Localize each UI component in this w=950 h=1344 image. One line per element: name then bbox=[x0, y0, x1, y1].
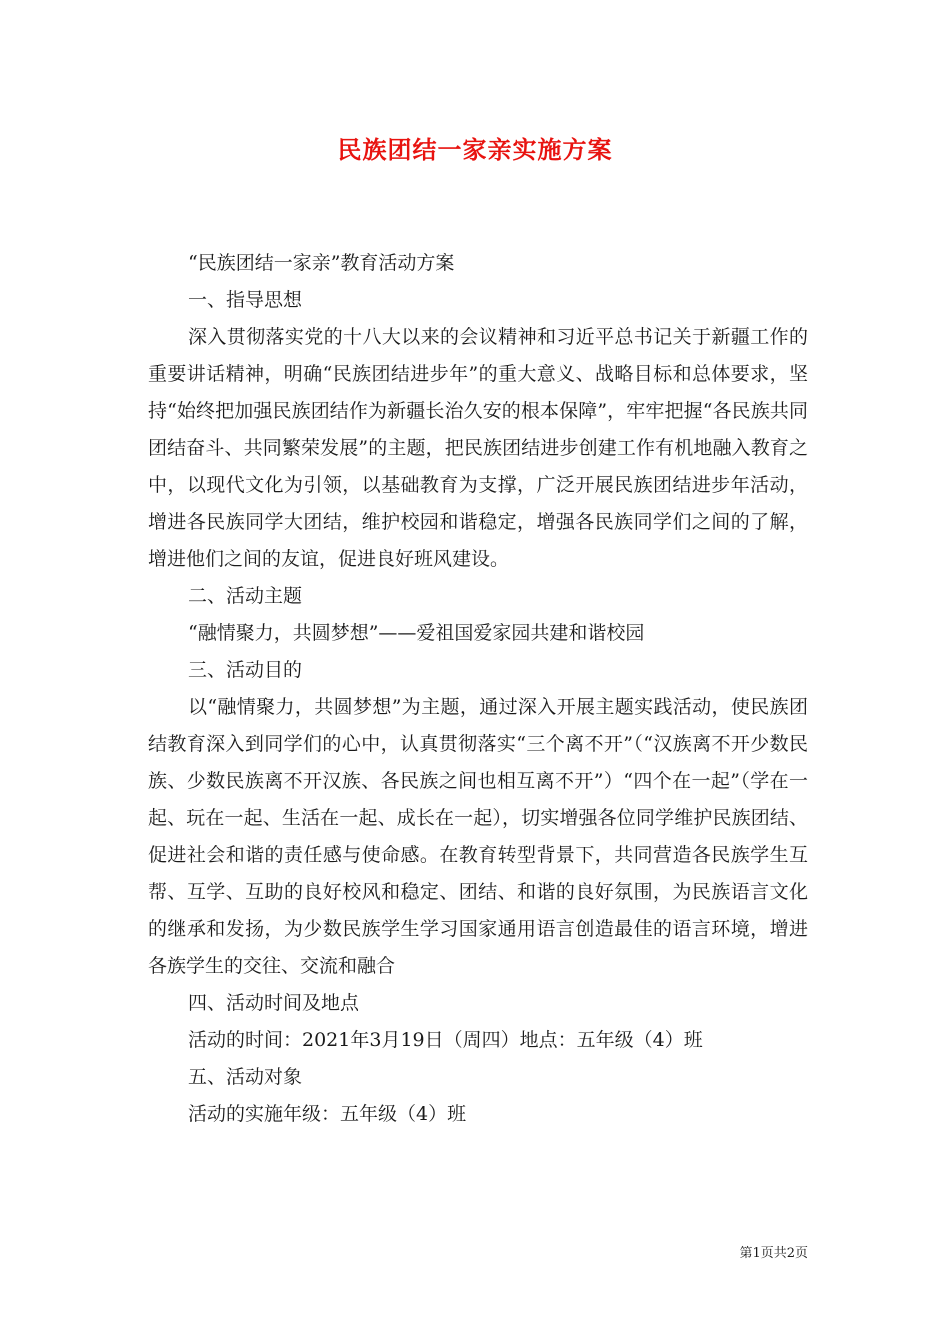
activity-purpose-paragraph: 以“融情聚力，共圆梦想”为主题，通过深入开展主题实践活动，使民族团结教育深入到同学们的心中，认真贯彻落实“三个离不开”（“汉族离不开少数民族、少数民族离不开汉族、各民族之间也相互离不开”）“四个在一起”（学在一起、玩在一起、生活在一起、成长在一起），切实增强各位同学维护民族团结、促进社会和谐的责任感与使命感。在教育转型背景下，共同营造各民族学生互帮、互学、互助的良好校风和稳定、团结、和谐的良好氛围，为民族语言文化的继承和发扬，为少数民族学生学习国家通用语言创造最佳的语言环境，增进各族学生的交往、交流和融合 bbox=[148, 696, 808, 977]
page-indicator: 第1页共2页 bbox=[739, 1246, 808, 1261]
plan-heading: “民族团结一家亲”教育活动方案 bbox=[188, 252, 455, 274]
section-heading-activity-theme: 二、活动主题 bbox=[188, 585, 303, 607]
section-heading-guiding-ideology: 一、指导思想 bbox=[188, 289, 303, 311]
time-and-place-text: 活动的时间：2021年3月19日（周四）地点：五年级（4）班 bbox=[188, 1029, 703, 1051]
document-title: 民族团结一家亲实施方案 bbox=[337, 135, 613, 164]
activity-target-text: 活动的实施年级：五年级（4）班 bbox=[188, 1103, 467, 1125]
guiding-ideology-paragraph: 深入贯彻落实党的十八大以来的会议精神和习近平总书记关于新疆工作的重要讲话精神，明确“民族团结进步年”的重大意义、战略目标和总体要求，坚持“始终把加强民族团结作为新疆长治久安的根本保障”，牢牢把握“各民族共同团结奋斗、共同繁荣发展”的主题，把民族团结进步创建工作有机地融入教育之中，以现代文化为引领，以基础教育为支撑，广泛开展民族团结进步年活动，增进各民族同学大团结，维护校园和谐稳定，增强各民族同学们之间的了解，增进他们之间的友谊，促进良好班风建设。 bbox=[148, 326, 808, 570]
section-heading-activity-target: 五、活动对象 bbox=[188, 1066, 303, 1088]
section-heading-time-and-place: 四、活动时间及地点 bbox=[188, 992, 360, 1014]
document-body bbox=[148, 245, 808, 1133]
activity-theme-text: “融情聚力，共圆梦想”——爱祖国爱家园共建和谐校园 bbox=[188, 622, 645, 644]
section-heading-activity-purpose: 三、活动目的 bbox=[188, 659, 303, 681]
